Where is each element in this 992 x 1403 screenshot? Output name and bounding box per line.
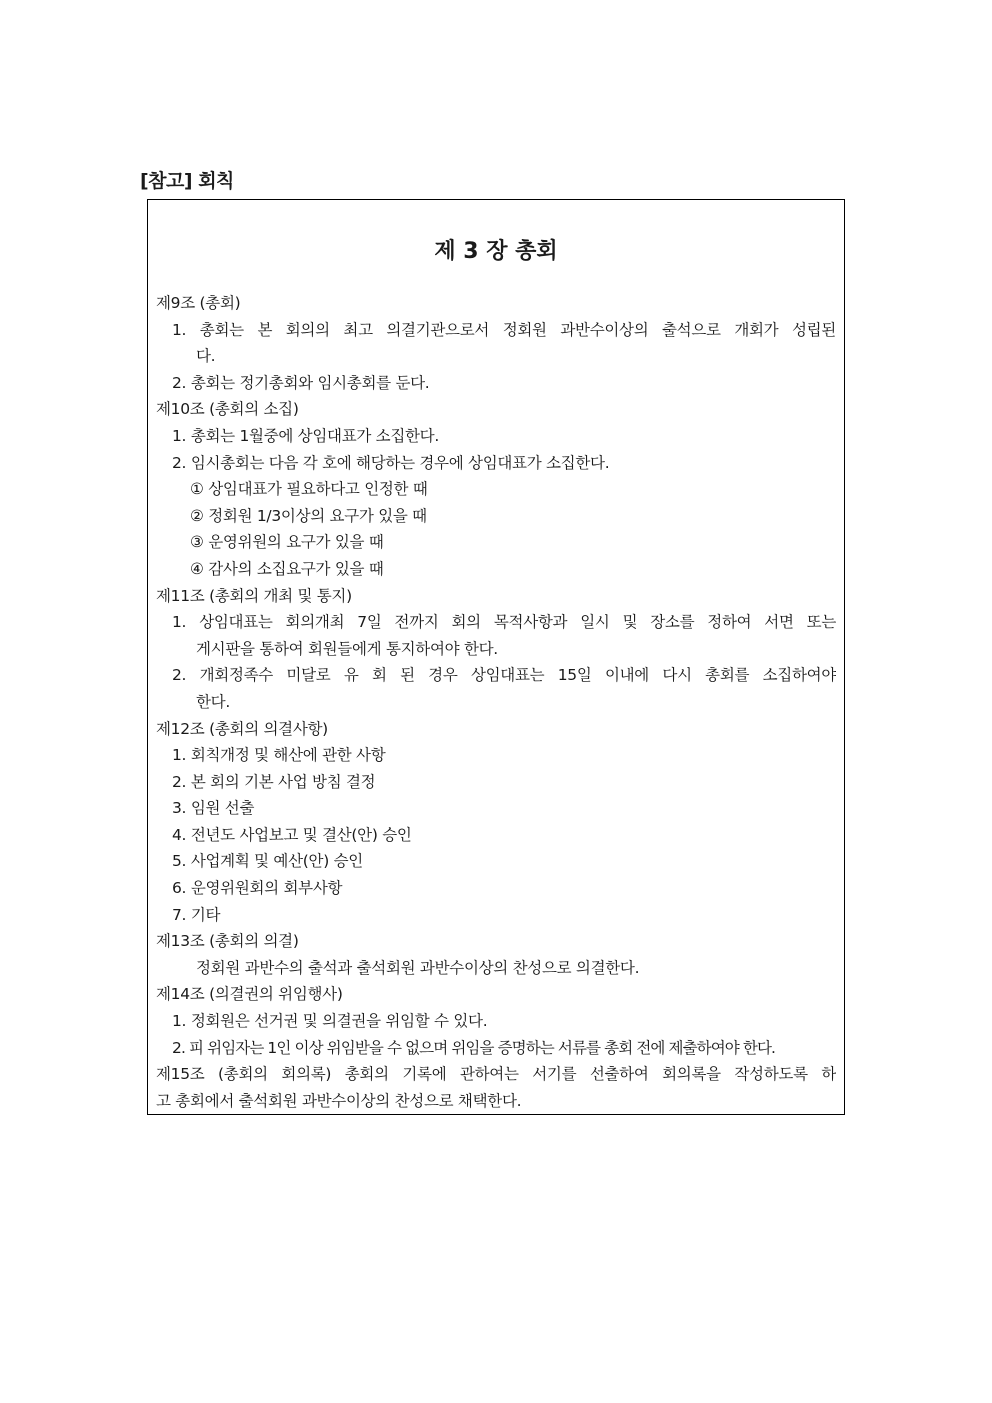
article-15-line-2: 고 총회에서 출석회원 과반수이상의 찬성으로 채택한다. [156,1091,522,1110]
article-12-item: 4. 전년도 사업보고 및 결산(안) 승인 [172,825,412,844]
article-12-item: 5. 사업계획 및 예산(안) 승인 [172,852,363,871]
article-14-item-2: 2. 피 위임자는 1인 이상 위임받을 수 없으며 위임을 증명하는 서류를 총회 전에 제출하여야 한다. [172,1038,776,1057]
article-10-item-2: 2. 임시총회는 다음 각 호에 해당하는 경우에 상임대표가 소집한다. [172,453,610,472]
article-12-item: 6. 운영위원회의 회부사항 [172,879,343,898]
article-11-item-1-line-1: 1. 상임대표는 회의개최 7일 전까지 회의 목적사항과 일시 및 장소를 정하여 서면 또는 [172,613,836,632]
article-14-item-1: 1. 정회원은 선거권 및 의결권을 위임할 수 있다. [172,1012,488,1031]
article-13-text: 정회원 과반수의 출석과 출석회원 과반수이상의 찬성으로 의결한다. [196,958,640,977]
article-10-sub-2: ② 정회원 1/3이상의 요구가 있을 때 [190,506,427,525]
article-12-item: 3. 임원 선출 [172,799,255,818]
article-13-title: 제13조 (총회의 의결) [156,932,299,951]
article-14-title: 제14조 (의결권의 위임행사) [156,985,343,1004]
article-9-item-1-line-2: 다. [196,347,216,366]
article-10-item-1: 1. 총회는 1월중에 상임대표가 소집한다. [172,426,439,445]
article-11-title: 제11조 (총회의 개최 및 통지) [156,586,352,605]
article-12-title: 제12조 (총회의 의결사항) [156,719,328,738]
chapter-title: 제 3 장 총회 [434,239,558,264]
article-12-item: 2. 본 회의 기본 사업 방침 결정 [172,772,376,791]
article-9-item-2: 2. 총회는 정기총회와 임시총회를 둔다. [172,373,430,392]
article-10-sub-1: ① 상임대표가 필요하다고 인정한 때 [190,480,428,499]
article-11-item-2-line-1: 2. 개회정족수 미달로 유 회 된 경우 상임대표는 15일 이내에 다시 총회를 소집하여야 [172,666,836,685]
bylaws-body [156,290,836,1114]
article-10-sub-3: ③ 운영위원의 요구가 있을 때 [190,533,384,552]
article-10-sub-4: ④ 감사의 소집요구가 있을 때 [190,559,384,578]
article-10-title: 제10조 (총회의 소집) [156,400,299,419]
article-12-item: 1. 회칙개정 및 해산에 관한 사항 [172,746,386,765]
article-11-item-1-line-2: 게시판을 통하여 회원들에게 통지하여야 한다. [196,639,498,658]
reference-heading: [참고] 회칙 [140,170,234,192]
article-9-title: 제9조 (총회) [156,294,241,312]
article-15-line-1: 제15조 (총회의 회의록) 총회의 기록에 관하여는 서기를 선출하여 회의록을 작성하도록 하 [156,1065,836,1084]
article-11-item-2-line-2: 한다. [196,692,230,711]
bylaws-box [147,199,845,1115]
article-9-item-1-line-1: 1. 총회는 본 회의의 최고 의결기관으로서 정회원 과반수이상의 출석으로 개회가 성립된 [172,320,836,339]
article-12-item: 7. 기타 [172,905,221,924]
